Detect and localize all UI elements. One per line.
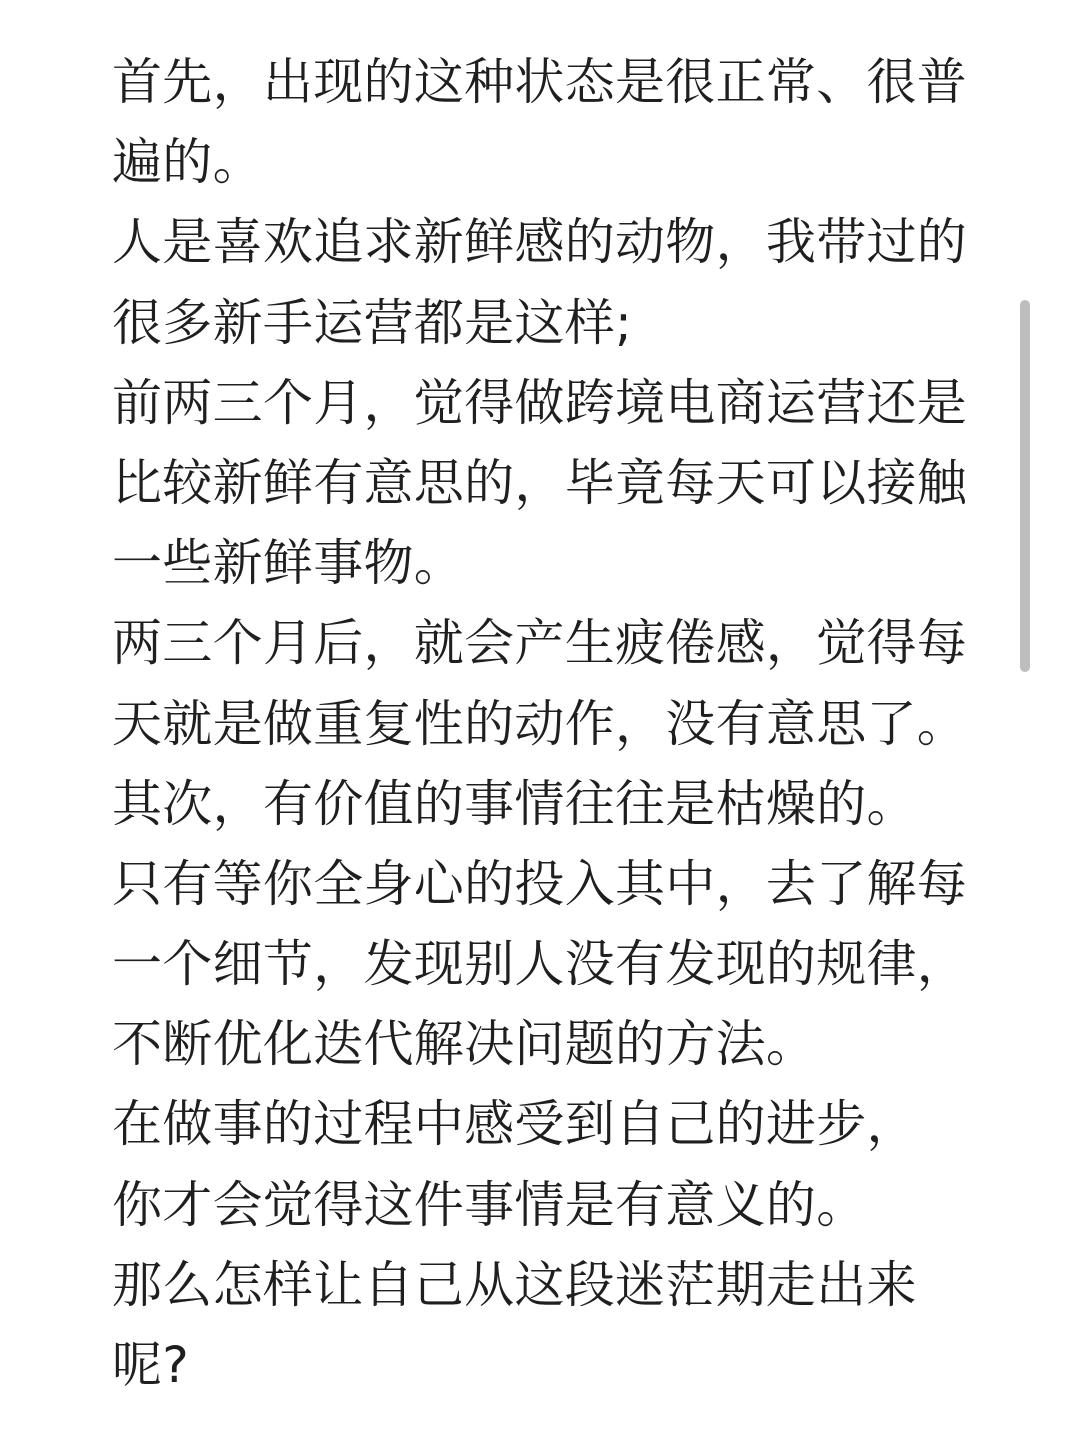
text-line-17: 呢? (112, 1336, 190, 1394)
text-line-7: 一些新鲜事物。 (112, 534, 465, 593)
text-line-2: 遍的。 (112, 133, 263, 192)
article-body (112, 42, 982, 1405)
text-line-3: 人是喜欢追求新鲜感的动物，我带过的 (112, 213, 968, 272)
scrollbar-thumb[interactable] (1020, 300, 1030, 672)
text-line-8: 两三个月后，就会产生疲倦感，觉得每 (112, 614, 968, 673)
text-line-9: 天就是做重复性的动作，没有意思了。 (112, 694, 968, 753)
text-line-6: 比较新鲜有意思的，毕竟每天可以接触 (112, 453, 968, 512)
text-line-10: 其次，有价值的事情往往是枯燥的。 (112, 774, 917, 833)
text-line-12: 一个细节，发现别人没有发现的规律， (112, 935, 968, 994)
text-line-5: 前两三个月，觉得做跨境电商运营还是 (112, 373, 968, 432)
text-line-4: 很多新手运营都是这样; (112, 293, 633, 352)
vertical-scrollbar[interactable] (1020, 300, 1030, 672)
text-line-11: 只有等你全身心的投入其中，去了解每 (112, 854, 968, 913)
text-line-16: 那么怎样让自己从这段迷茫期走出来 (112, 1255, 917, 1314)
text-line-15: 你才会觉得这件事情是有意义的。 (112, 1175, 867, 1234)
text-line-13: 不断优化迭代解决问题的方法。 (112, 1015, 817, 1074)
text-line-14: 在做事的过程中感受到自己的进步， (112, 1095, 917, 1154)
text-line-1: 首先，出现的这种状态是很正常、很普 (112, 53, 968, 111)
